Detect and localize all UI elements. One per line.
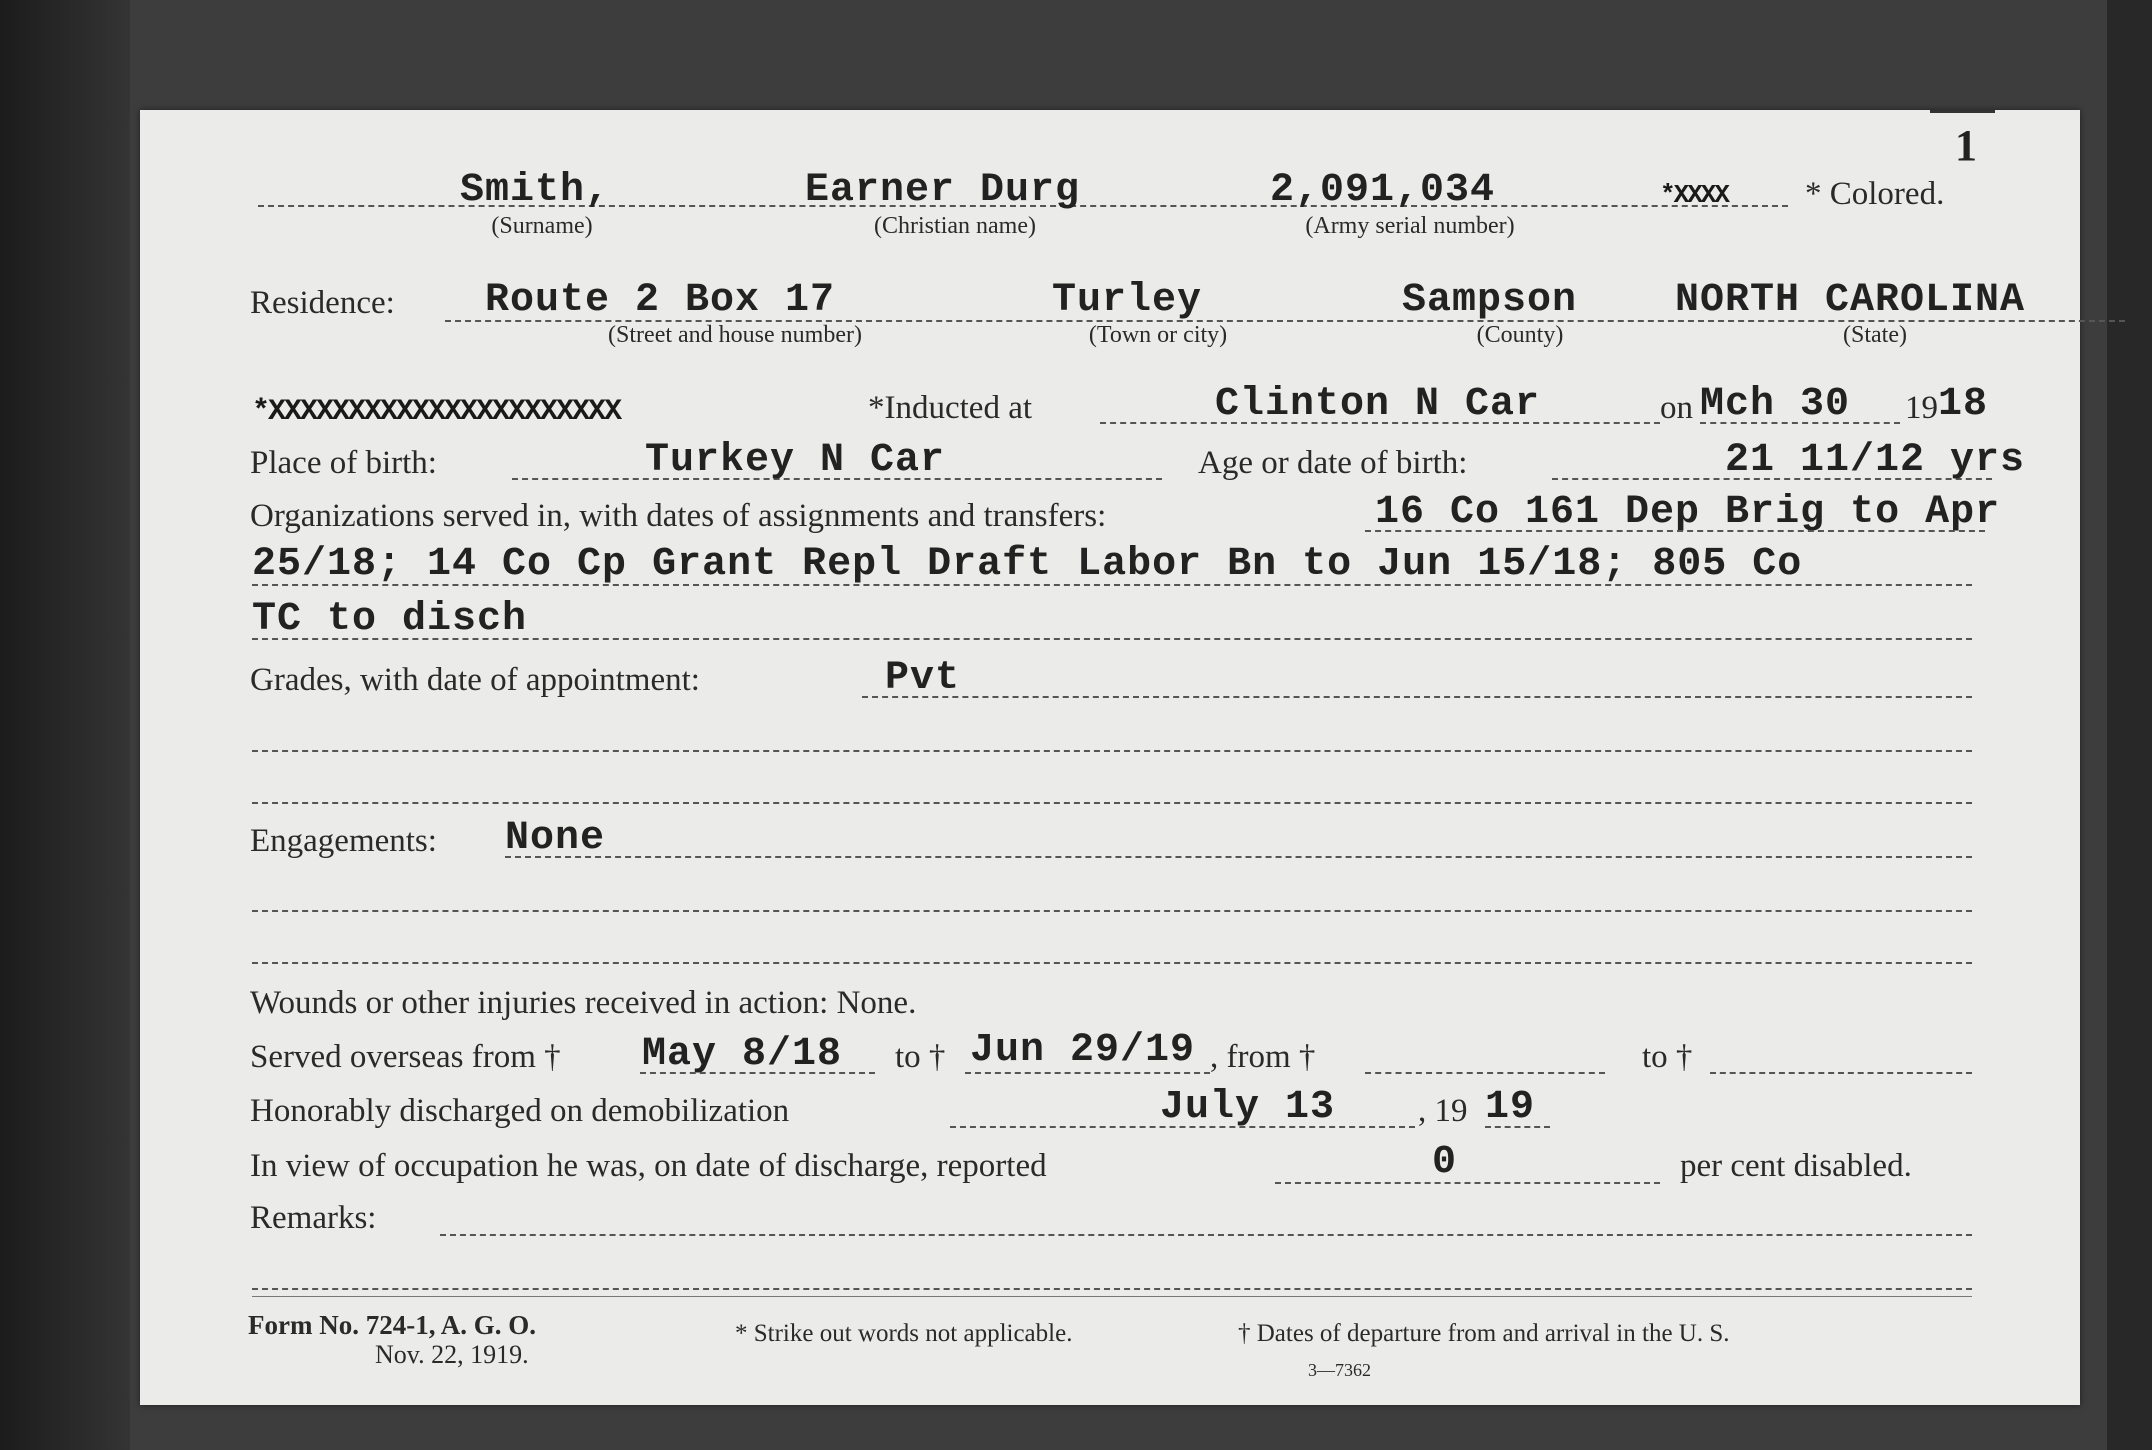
birth-place-label: Place of birth: bbox=[250, 445, 437, 481]
remarks-label: Remarks: bbox=[250, 1200, 377, 1236]
grades-line1 bbox=[862, 696, 1972, 698]
serial-number-value: 2,091,034 bbox=[1270, 168, 1496, 213]
remarks-bottom-rule bbox=[252, 1296, 1972, 1297]
christian-name-value: Earner Durg bbox=[805, 168, 1081, 213]
organizations-line2-value: 25/18; 14 Co Cp Grant Repl Draft Labor Bn to Jun 15/18; 805 Co bbox=[252, 542, 1803, 587]
disability-suffix: per cent disabled. bbox=[1680, 1148, 1912, 1184]
inducted-place-value: Clinton N Car bbox=[1215, 382, 1541, 427]
grades-value: Pvt bbox=[885, 656, 961, 701]
scanner-background-left bbox=[0, 0, 130, 1450]
enlisted-struck-out: *XXXXXXXXXXXXXXXXXXXXXX bbox=[252, 395, 621, 429]
disability-value: 0 bbox=[1432, 1140, 1458, 1185]
county-caption: (County) bbox=[1476, 322, 1564, 348]
engagements-value: None bbox=[505, 816, 606, 861]
engagements-line1 bbox=[505, 856, 1972, 858]
overseas-from2-line bbox=[1365, 1072, 1605, 1074]
overseas-to-line bbox=[965, 1072, 1210, 1074]
remarks-line2 bbox=[252, 1288, 1972, 1290]
organizations-line3-rule bbox=[252, 638, 1972, 640]
inducted-on-label: on bbox=[1660, 390, 1693, 426]
organizations-line3-value: TC to disch bbox=[252, 597, 528, 642]
print-code: 3—7362 bbox=[1308, 1360, 1371, 1380]
disability-label: In view of occupation he was, on date of discharge, reported bbox=[250, 1148, 1047, 1184]
wounds-label: Wounds or other injuries received in action: None. bbox=[250, 985, 917, 1021]
town-value: Turley bbox=[1052, 278, 1203, 323]
discharge-label: Honorably discharged on demobilization bbox=[250, 1093, 790, 1129]
dagger-note: † Dates of departure from and arrival in the U. S. bbox=[1238, 1320, 1730, 1347]
inducted-year-value: 18 bbox=[1938, 382, 1989, 427]
overseas-to-value: Jun 29/19 bbox=[970, 1028, 1196, 1073]
remarks-line1 bbox=[440, 1234, 1972, 1236]
town-caption: (Town or city) bbox=[1088, 322, 1228, 348]
organizations-line1-rule bbox=[1365, 530, 1985, 532]
inducted-year-prefix: 19 bbox=[1905, 390, 1938, 426]
strike-note: * Strike out words not applicable. bbox=[735, 1320, 1073, 1347]
engagements-line3 bbox=[252, 962, 1972, 964]
county-value: Sampson bbox=[1402, 278, 1578, 323]
state-caption: (State) bbox=[1843, 322, 1907, 348]
engagements-label: Engagements: bbox=[250, 823, 437, 859]
disability-line bbox=[1275, 1182, 1660, 1184]
organizations-label: Organizations served in, with dates of assignments and transfers: bbox=[250, 498, 1107, 534]
overseas-from-value: May 8/18 bbox=[642, 1032, 843, 1077]
discharge-year-value: 19 bbox=[1485, 1085, 1536, 1130]
organizations-line2-rule bbox=[252, 584, 1972, 586]
form-date: Nov. 22, 1919. bbox=[375, 1340, 529, 1369]
discharge-date-value: July 13 bbox=[1160, 1085, 1336, 1130]
scanner-background-right bbox=[2107, 0, 2152, 1450]
inducted-date-value: Mch 30 bbox=[1700, 382, 1851, 427]
grades-label: Grades, with date of appointment: bbox=[250, 662, 700, 698]
race-label: * Colored. bbox=[1805, 176, 1945, 212]
overseas-from-line bbox=[640, 1072, 875, 1074]
birth-place-value: Turkey N Car bbox=[645, 438, 946, 483]
overseas-to2-line bbox=[1710, 1072, 1972, 1074]
overseas-label: Served overseas from † bbox=[250, 1039, 561, 1075]
age-label: Age or date of birth: bbox=[1198, 445, 1468, 481]
grades-line2 bbox=[252, 750, 1972, 752]
service-record-card bbox=[140, 110, 2080, 1405]
surname-caption: (Surname) bbox=[491, 213, 593, 239]
inducted-label: *Inducted at bbox=[868, 390, 1033, 426]
organizations-line1-value: 16 Co 161 Dep Brig to Apr bbox=[1375, 490, 2001, 535]
discharge-year-line bbox=[1485, 1126, 1550, 1128]
residence-label: Residence: bbox=[250, 285, 395, 321]
discharge-year-prefix: , 19 bbox=[1418, 1093, 1468, 1129]
serial-number-caption: (Army serial number) bbox=[1305, 213, 1515, 239]
engagements-line2 bbox=[252, 910, 1972, 912]
form-number: Form No. 724-1, A. G. O. bbox=[248, 1310, 536, 1340]
grades-line3 bbox=[252, 802, 1972, 804]
race-struck-out: *XXXX bbox=[1660, 180, 1729, 210]
overseas-from2-label: , from † bbox=[1210, 1039, 1316, 1075]
overseas-to2-label: to † bbox=[1642, 1039, 1693, 1075]
card-number-rule bbox=[1930, 110, 1995, 113]
street-caption: (Street and house number) bbox=[608, 322, 862, 348]
surname-value: Smith, bbox=[460, 168, 611, 213]
age-value: 21 11/12 yrs bbox=[1725, 438, 2026, 483]
inducted-date-line bbox=[1700, 422, 1900, 424]
state-value: NORTH CAROLINA bbox=[1675, 278, 2026, 323]
overseas-to-label: to † bbox=[895, 1039, 946, 1075]
card-number: 1 bbox=[1955, 121, 1977, 170]
christian-name-caption: (Christian name) bbox=[874, 213, 1036, 239]
street-value: Route 2 Box 17 bbox=[485, 278, 836, 323]
